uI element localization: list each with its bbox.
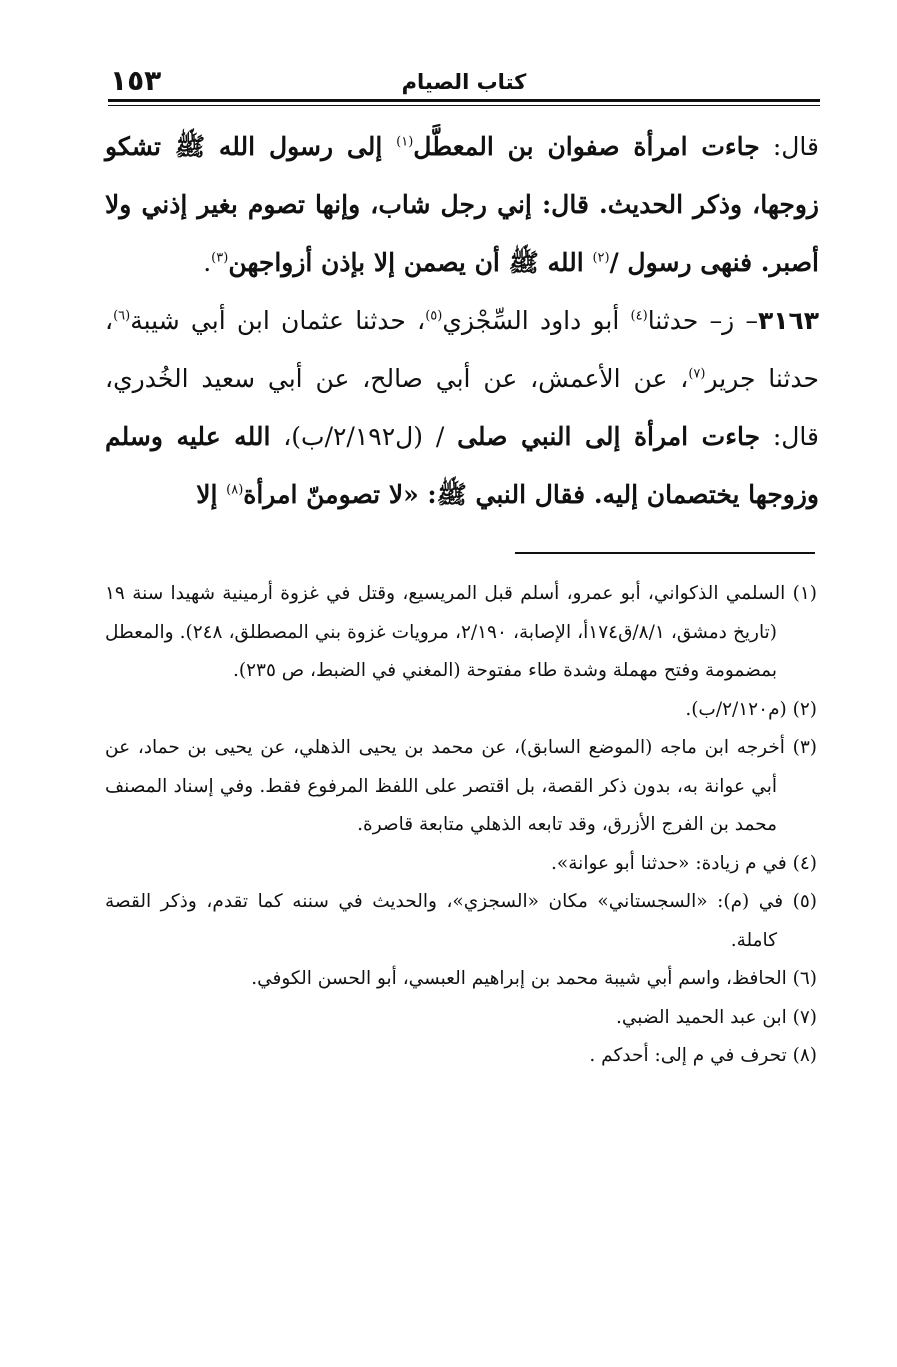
p1-bold-3: الله ﷺ أن يصمن إلا بإذن أزواجهن <box>228 248 593 277</box>
footnote-ref-2: (٢) <box>592 250 610 266</box>
p1-end: . <box>203 248 212 277</box>
page-number: ١٥٣ <box>110 63 162 97</box>
p2-text-1: – ز– حدثنا <box>647 306 758 335</box>
paragraph-1 <box>105 118 819 292</box>
p2-bold-3: إلا <box>196 480 227 509</box>
footnote-6: (٦) الحافظ، واسم أبي شيبة محمد بن إبراهيم العبسي، أبو الحسن الكوفي. <box>251 968 817 989</box>
footnote-3: (٣) أخرجه ابن ماجه (الموضع السابق)، عن محمد بن يحيى الذهلي، عن يحيى بن حماد، عن أبي عوانة به، بدون ذكر القصة، بل اقتصر على اللفظ المرفوع فقط. وفي إسناد المصنف محمد بن الفرج الأزرق، وقد تابعه الذهلي متابعة قاصرة. <box>105 737 817 835</box>
footnote-4: (٤) في م زيادة: «حدثنا أبو عوانة». <box>551 852 817 874</box>
main-text <box>105 118 819 524</box>
footnote-7: (٧) ابن عبد الحميد الضبي. <box>615 1006 817 1028</box>
header-rule-thick <box>108 99 820 102</box>
footnote-1: (١) السلمي الذكواني، أبو عمرو، أسلم قبل المريسيع، وقتل في غزوة أرمينية شهيدا سنة ١٩ (تاريخ دمشق، ٨/١/ق١٧٤أ، الإصابة، ٢/١٩٠، مرويات غزوة بني المصطلق، ٢٤٨). والمعطل بمضمومة وفتح مهملة وشدة طاء مفتوحة (المغني في الضبط، ص ٢٣٥). <box>105 583 817 681</box>
p2-text-5: ، عن الأعمش، عن أبي صالح، عن أبي سعيد الخُدري، قال: <box>105 364 819 451</box>
p2-ms-ref: / (ل٢/١٩٢/ب)، <box>270 422 458 451</box>
p1-bold-2: إلى رسول الله ﷺ تشكو زوجها، وذكر الحديث. قال: إني رجل شاب، وإنها تصوم بغير إذني ولا أصبر. فنهى رسول / <box>105 132 819 277</box>
p2-text-3: ، حدثنا عثمان ابن أبي شيبة <box>130 306 426 335</box>
footnote-2: (٢) (م٢/١٢٠/ب). <box>685 698 817 720</box>
footnote-ref-6: (٦) <box>113 308 131 324</box>
running-title: كتاب الصيام <box>401 70 527 94</box>
footnote-ref-5: (٥) <box>425 308 443 324</box>
p1-intro: قال: <box>759 132 820 161</box>
footnote-separator <box>515 552 815 554</box>
paragraph-2 <box>105 292 819 524</box>
footnote-5: (٥) في (م): «السجستاني» مكان «السجزي»، والحديث في سننه كما تقدم، وذكر القصة كاملة. <box>105 891 817 951</box>
footnote-ref-1: (١) <box>396 134 414 150</box>
hadith-number: ٣١٦٣ <box>757 306 819 335</box>
header-rule-thin <box>108 105 820 106</box>
p2-text-4: ، حدثنا جرير <box>105 306 819 393</box>
p2-bold-2: الله عليه وسلم وزوجها يختصمان إليه. فقال النبي ﷺ: «لا تصومنّ امرأة <box>105 422 819 509</box>
p2-bold-1: جاءت امرأة إلى النبي صلى <box>457 422 761 451</box>
footnote-ref-3: (٣) <box>211 250 229 266</box>
footnote-8: (٨) تحرف في م إلى: أحدكم . <box>589 1045 817 1066</box>
p1-bold-1: جاءت امرأة صفوان بن المعطَّل <box>413 132 760 161</box>
footnotes <box>105 575 817 1076</box>
footnote-ref-4: (٤) <box>630 308 648 324</box>
page-header <box>110 62 818 98</box>
footnote-ref-8: (٨) <box>226 482 244 498</box>
p2-text-2: أبو داود السِّجْزي <box>442 306 631 335</box>
footnote-ref-7: (٧) <box>688 366 706 382</box>
